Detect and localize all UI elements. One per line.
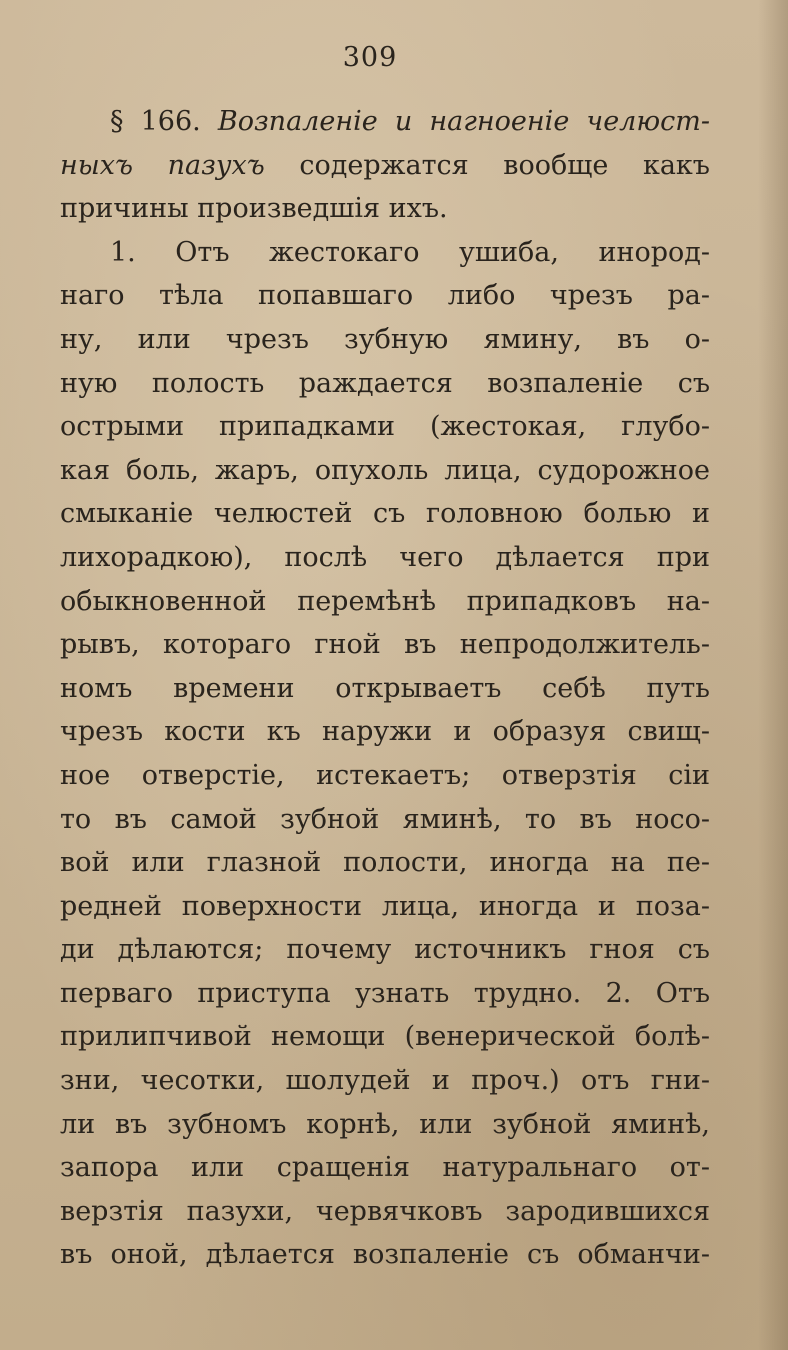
text-segment: редней поверхности лица, иногда и поза- bbox=[60, 890, 710, 922]
text-segment: острыми припадками (жестокая, глубо- bbox=[60, 411, 710, 443]
text-segment: лихорадкою), послѣ чего дѣлается при bbox=[60, 541, 710, 573]
text-line bbox=[60, 536, 710, 580]
text-segment: причины произведшія ихъ. bbox=[60, 193, 448, 225]
text-segment: зни, чесотки, шолудей и проч.) отъ гни- bbox=[60, 1065, 710, 1097]
text-line bbox=[60, 492, 710, 536]
text-line bbox=[60, 1059, 710, 1103]
text-segment: ну, или чрезъ зубную ямину, въ о- bbox=[60, 323, 710, 355]
text-line bbox=[60, 144, 710, 188]
text-line bbox=[60, 841, 710, 885]
text-line bbox=[60, 623, 710, 667]
text-line bbox=[60, 1233, 710, 1277]
text-line bbox=[60, 972, 710, 1016]
text-line bbox=[60, 710, 710, 754]
page-edge-shadow bbox=[758, 0, 788, 1350]
text-segment: запора или сращенія натуральнаго от- bbox=[60, 1152, 710, 1184]
text-line bbox=[60, 187, 710, 231]
text-segment: ную полость раждается возпаленіе съ bbox=[60, 367, 710, 399]
text-segment: кая боль, жаръ, опухоль лица, судорожное bbox=[60, 454, 710, 486]
text-segment: ди дѣлаются; почему источникъ гноя съ bbox=[60, 934, 710, 966]
text-line bbox=[60, 1015, 710, 1059]
text-line bbox=[60, 667, 710, 711]
text-segment: перваго приступа узнать трудно. 2. Отъ bbox=[60, 977, 710, 1009]
text-segment: содержатся вообще какъ bbox=[264, 149, 710, 181]
text-segment: прилипчивой немощи (венерической болѣ- bbox=[60, 1021, 710, 1053]
text-line bbox=[60, 885, 710, 929]
text-segment: обыкновенной перемѣнѣ припадковъ на- bbox=[60, 585, 710, 617]
italic-text: Возпаленіе и нагноеніе челюст- bbox=[217, 106, 710, 137]
text-segment: чрезъ кости къ наружи и образуя свищ- bbox=[60, 716, 710, 748]
text-line bbox=[60, 318, 710, 362]
text-segment: 1. Отъ жестокаго ушиба, инород- bbox=[110, 236, 710, 268]
text-segment: въ оной, дѣлается возпаленіе съ обманчи- bbox=[60, 1239, 710, 1271]
text-line bbox=[60, 231, 710, 275]
text-line bbox=[60, 1146, 710, 1190]
text-segment: ли въ зубномъ корнѣ, или зубной яминѣ, bbox=[60, 1108, 710, 1140]
text-line bbox=[60, 405, 710, 449]
text-line bbox=[60, 1103, 710, 1147]
text-line bbox=[60, 754, 710, 798]
text-segment: вой или глазной полости, иногда на пе- bbox=[60, 847, 710, 879]
text-line bbox=[60, 1190, 710, 1234]
text-segment: наго тѣла попавшаго либо чрезъ ра- bbox=[60, 280, 710, 312]
text-line bbox=[60, 798, 710, 842]
italic-text: ныхъ пазухъ bbox=[60, 149, 265, 181]
text-line bbox=[60, 928, 710, 972]
page-number: 309 bbox=[342, 42, 398, 73]
text-line bbox=[60, 362, 710, 406]
text-segment: § 166. bbox=[110, 106, 218, 137]
text-segment: смыканіе челюстей съ головною болью и bbox=[60, 498, 710, 530]
text-segment: номъ времени открываетъ себѣ путь bbox=[60, 672, 710, 704]
text-line bbox=[60, 449, 710, 493]
text-segment: ное отверстіе, истекаетъ; отверзтія сіи bbox=[60, 759, 710, 791]
text-line bbox=[60, 100, 710, 144]
text-line bbox=[60, 274, 710, 318]
section-text bbox=[60, 100, 710, 1277]
text-segment: верзтія пазухи, червячковъ зародившихся bbox=[60, 1195, 710, 1227]
text-segment: рывъ, котораго гной въ непродолжитель- bbox=[60, 629, 710, 661]
text-line bbox=[60, 580, 710, 624]
text-segment: то въ самой зубной яминѣ, то въ носо- bbox=[60, 803, 710, 835]
